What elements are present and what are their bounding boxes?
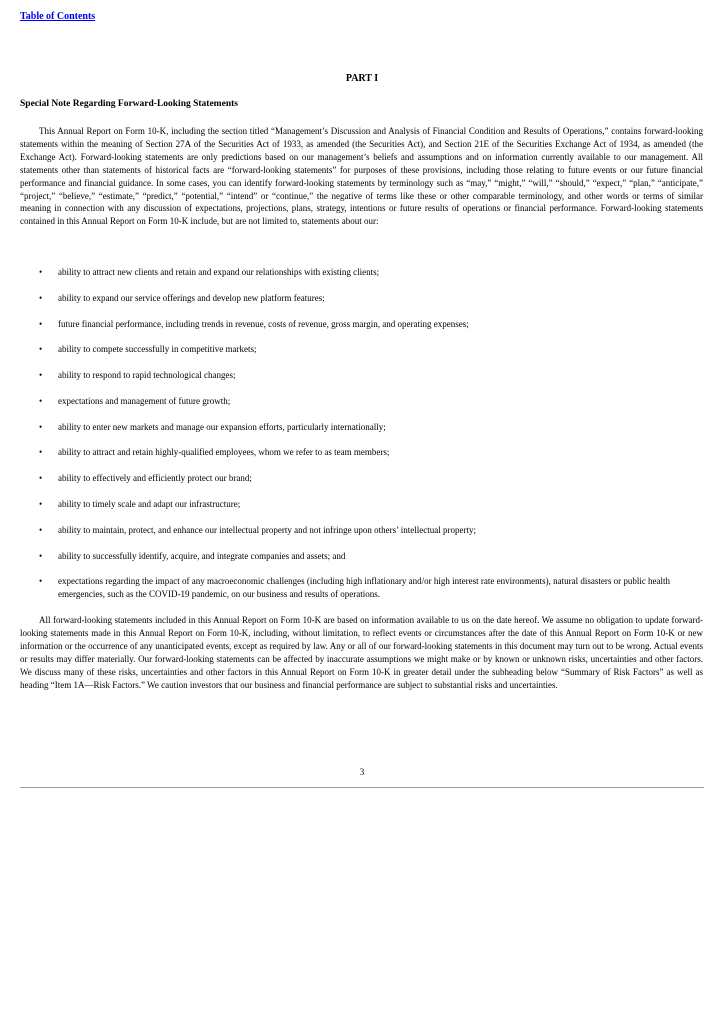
list-item — [20, 292, 703, 305]
list-item-text: ability to enter new markets and manage our expansion efforts, particularly internationally; — [58, 421, 386, 432]
page-number: 3 — [359, 767, 365, 777]
list-item-text: ability to attract and retain highly-qualified employees, whom we refer to as team members; — [58, 447, 390, 458]
list-item — [20, 266, 703, 279]
intro-paragraph: This Annual Report on Form 10-K, including the section titled “Management’s Discussion and Analysis of Financial Condition and Results of Operations,” contains forward-looking statements within the meaning of Section 27A of the Securities Act of 1933, as amended (the Securities Act), and Section 21E of the Securities Exchange Act of 1934, as amended (the Exchange Act). Forward-looking statements are only predictions based on our management’s beliefs and assumptions and on information currently available to our management. All statements other than statements of historical facts are “forward-looking statements” for purposes of these provisions, including those relating to future events or our future financial performance and financial guidance. In some cases, you can identify forward-looking statements by terminology such as “may,” “might,” “will,” “should,” “expect,” “plan,” “anticipate,” “project,” “believe,” “estimate,” “predict,” “potential,” “intend” or “continue,” the negative of terms like these or other comparable terminology, and other words or terms of similar meaning in connection with any discussion of expectations, projections, plans, strategy, intentions or future results of operations or financial performance. Forward-looking statements contained in this Annual Report on Form 10-K include, but are not limited to, statements about our: — [20, 126, 703, 227]
list-item — [20, 550, 703, 563]
bullet-icon: • — [39, 318, 43, 329]
table-of-contents-link[interactable]: Table of Contents — [20, 11, 96, 22]
list-item — [20, 421, 703, 434]
bullet-icon: • — [39, 292, 43, 303]
list-item — [20, 318, 703, 331]
list-item — [20, 472, 703, 485]
list-item-text: ability to effectively and efficiently protect our brand; — [58, 473, 252, 484]
bullet-icon: • — [39, 499, 43, 510]
section-heading: Special Note Regarding Forward-Looking Statements — [20, 99, 238, 109]
list-item — [20, 369, 703, 382]
list-item-text: expectations and management of future growth; — [58, 395, 231, 406]
list-item-text: future financial performance, including trends in revenue, costs of revenue, gross margin, and operating expenses; — [58, 318, 469, 329]
closing-paragraph: All forward-looking statements included in this Annual Report on Form 10-K are based on information available to us on the date hereof. We assume no obligation to update forward-looking statements made in this Annual Report on Form 10-K, including, without limitation, to reflect events or circumstances after the date of this Annual Report on Form 10-K or new information or the occurrence of any unanticipated events, except as required by law. Any or all of our forward-looking statements in this document may turn out to be wrong. Actual events or results may differ materially. Our forward-looking statements can be affected by inaccurate assumptions we might make or by known or unknown risks, uncertainties and other factors. We discuss many of these risks, uncertainties and other factors in this Annual Report on Form 10-K in greater detail under the subheading below “Summary of Risk Factors” as well as heading “Item 1A—Risk Factors.” We caution investors that our business and financial performance are subject to substantial risks and uncertainties. — [20, 615, 703, 690]
forward-looking-list — [20, 266, 703, 601]
list-item-text: ability to successfully identify, acquire, and integrate companies and assets; and — [58, 550, 346, 561]
bullet-icon: • — [39, 267, 43, 277]
bullet-icon: • — [39, 421, 43, 432]
bullet-icon: • — [39, 473, 43, 484]
list-item-text: ability to expand our service offerings and develop new platform features; — [58, 292, 325, 303]
list-item — [20, 524, 703, 537]
bullet-icon: • — [39, 524, 43, 535]
bullet-icon: • — [39, 576, 43, 587]
part-title: PART I — [345, 73, 379, 84]
list-item — [20, 395, 703, 408]
list-item — [20, 446, 703, 459]
page-divider — [20, 787, 704, 788]
list-item-text: ability to timely scale and adapt our infrastructure; — [58, 499, 241, 510]
bullet-icon: • — [39, 447, 43, 458]
bullet-icon: • — [39, 550, 43, 561]
list-item-text: ability to respond to rapid technological changes; — [58, 370, 236, 381]
bullet-icon: • — [39, 344, 43, 355]
list-item — [20, 343, 703, 356]
list-item-text: expectations regarding the impact of any macroeconomic challenges (including high inflationary and/or high interest rate environments), natural disasters or public health emergencies, such as the COVID-19 pandemic, on our business and results of operations. — [58, 576, 671, 599]
list-item-text: ability to attract new clients and retain and expand our relationships with existing clients; — [58, 267, 380, 277]
list-item — [20, 575, 703, 600]
bullet-icon: • — [39, 370, 43, 381]
bullet-icon: • — [39, 395, 43, 406]
list-item-text: ability to compete successfully in competitive markets; — [58, 344, 257, 355]
list-item-text: ability to maintain, protect, and enhance our intellectual property and not infringe upon others’ intellectual property; — [58, 524, 476, 535]
list-item — [20, 498, 703, 511]
